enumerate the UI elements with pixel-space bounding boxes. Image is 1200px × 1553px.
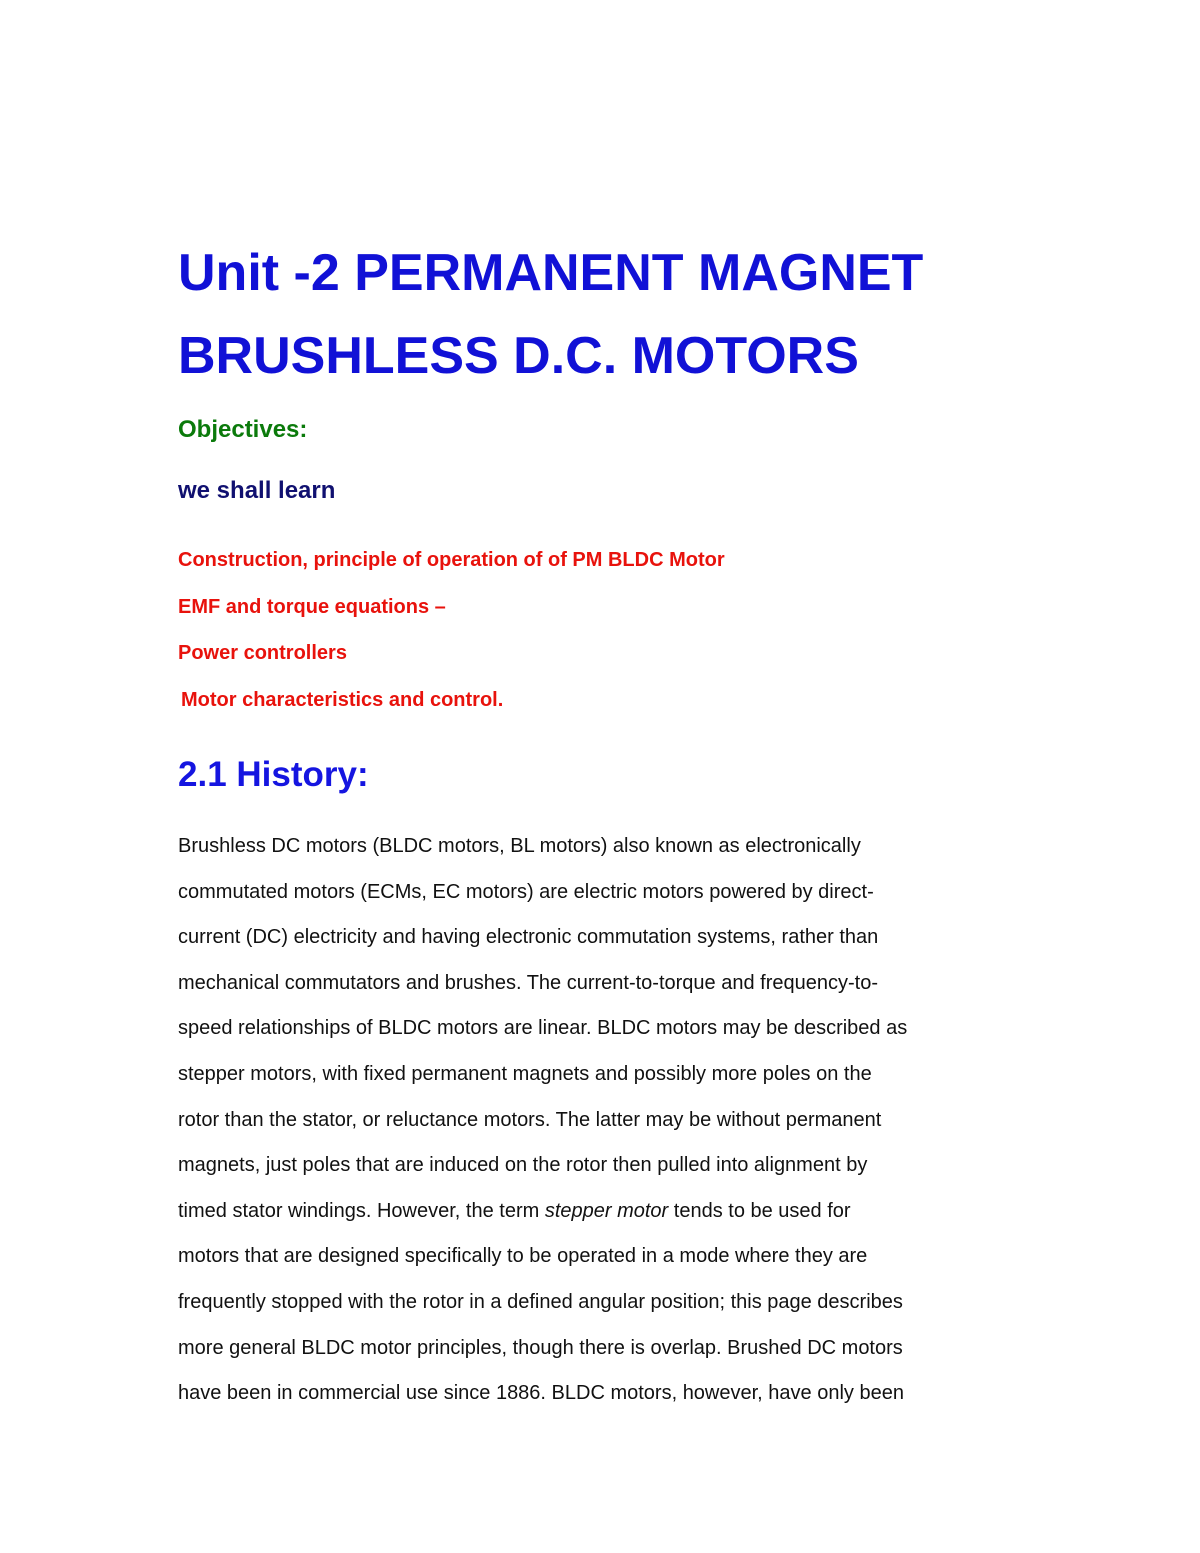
learn-label: we shall learn (178, 477, 336, 504)
objective-list (178, 537, 725, 723)
body-line: speed relationships of BLDC motors are linear. BLDC motors may be described as (178, 1017, 908, 1040)
objective-item: EMF and torque equations – (178, 595, 446, 618)
body-line: rotor than the stator, or reluctance motors. The latter may be without permanent (178, 1108, 882, 1131)
body-line: current (DC) electricity and having electronic commutation systems, rather than (178, 926, 879, 949)
body-line: magnets, just poles that are induced on the rotor then pulled into alignment by (178, 1154, 868, 1177)
document-title-line-2: BRUSHLESS D.C. MOTORS (178, 327, 859, 385)
body-line: have been in commercial use since 1886. BLDC motors, however, have only been (178, 1382, 904, 1405)
document-title-line-1: Unit -2 PERMANENT MAGNET (178, 244, 924, 302)
body-paragraph (178, 824, 907, 1417)
section-heading: 2.1 History: (178, 755, 369, 794)
objectives-label: Objectives: (178, 416, 308, 443)
body-line: stepper motors, with fixed permanent magnets and possibly more poles on the (178, 1062, 872, 1085)
body-line: frequently stopped with the rotor in a defined angular position; this page describes (178, 1290, 903, 1313)
objective-item: Construction, principle of operation of of PM BLDC Motor (178, 549, 725, 571)
body-line: mechanical commutators and brushes. The current-to-torque and frequency-to- (178, 971, 878, 994)
objective-item: Power controllers (178, 642, 347, 664)
body-line: commutated motors (ECMs, EC motors) are electric motors powered by direct- (178, 880, 874, 903)
body-line: motors that are designed specifically to be operated in a mode where they are (178, 1245, 868, 1268)
stepper-motor-term: stepper motor (544, 1199, 669, 1222)
body-text-segment: tends to be used for (668, 1199, 851, 1222)
body-text-segment: timed stator windings. However, the term (178, 1199, 545, 1222)
objective-item: Motor characteristics and control. (181, 688, 504, 711)
body-line: Brushless DC motors (BLDC motors, BL motors) also known as electronically (178, 835, 861, 857)
body-line: more general BLDC motor principles, though there is overlap. Brushed DC motors (178, 1336, 903, 1359)
body-line (178, 1189, 907, 1235)
